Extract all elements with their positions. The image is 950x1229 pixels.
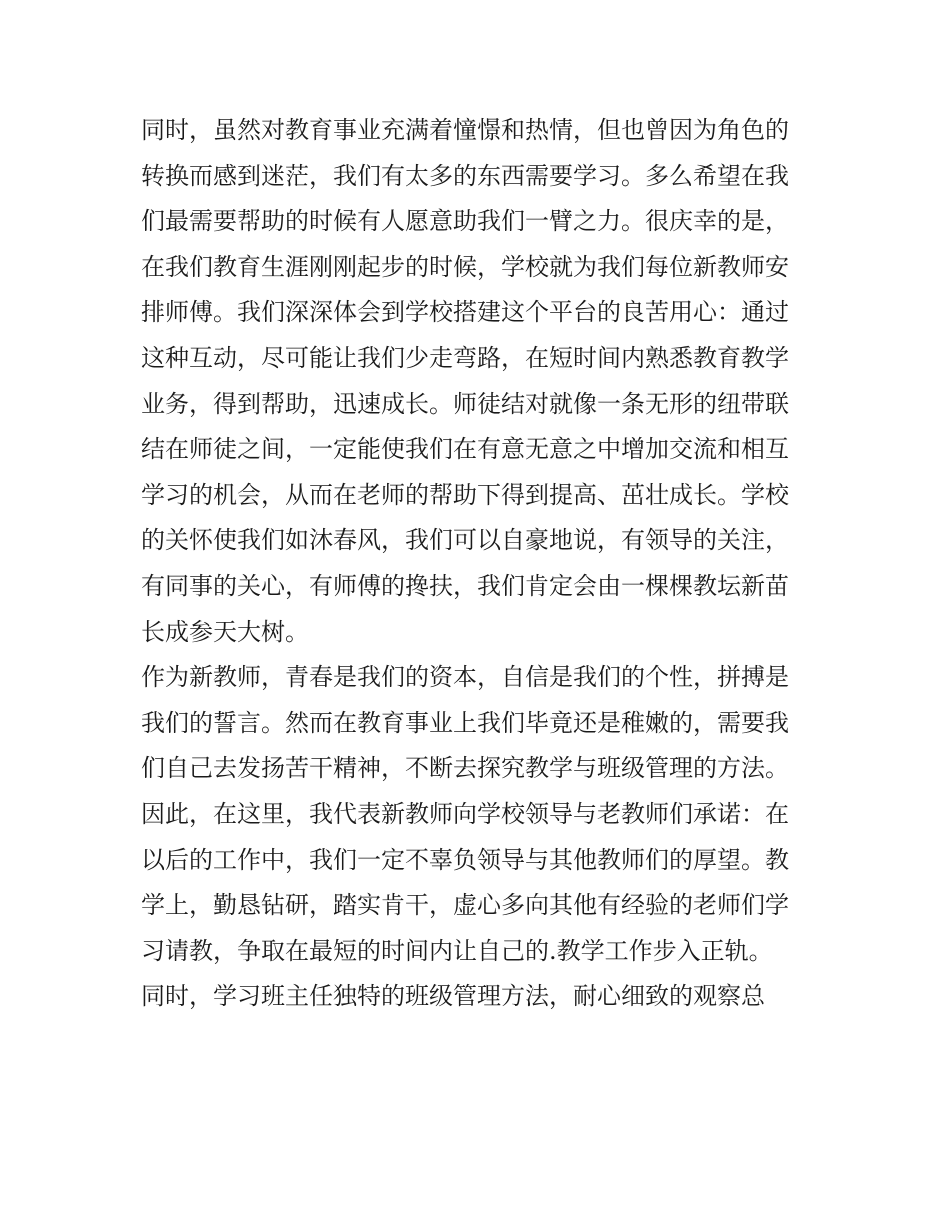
- text-line: 习请教，争取在最短的时间内让自己的.教学工作步入正轨。: [141, 936, 773, 965]
- text-line: 在我们教育生涯刚刚起步的时候，学校就为我们每位新教师安: [141, 252, 789, 281]
- text-line: 因此，在这里，我代表新教师向学校领导与老教师们承诺：在: [141, 799, 789, 828]
- text-line: 作为新教师，青春是我们的资本，自信是我们的个性，拼搏是: [141, 663, 789, 692]
- text-line: 学习的机会，从而在老师的帮助下得到提高、茁壮成长。学校: [141, 480, 789, 509]
- text-line: 们自己去发扬苦干精神，不断去探究教学与班级管理的方法。: [141, 754, 789, 783]
- text-line: 这种互动，尽可能让我们少走弯路，在短时间内熟悉教育教学: [141, 343, 789, 372]
- text-line: 有同事的关心，有师傅的搀扶，我们肯定会由一棵棵教坛新苗: [141, 571, 789, 600]
- text-line: 以后的工作中，我们一定不辜负领导与其他教师们的厚望。教: [141, 845, 789, 874]
- text-line: 同时，虽然对教育事业充满着憧憬和热情，但也曾因为角色的: [141, 116, 789, 144]
- body-text: [141, 108, 813, 1020]
- text-line: 的关怀使我们如沐春风，我们可以自豪地说，有领导的关注，: [141, 526, 789, 555]
- text-line: 排师傅。我们深深体会到学校搭建这个平台的良苦用心：通过: [141, 298, 789, 327]
- text-line: 业务，得到帮助，迅速成长。师徒结对就像一条无形的纽带联: [141, 389, 789, 418]
- text-line: 同时，学习班主任独特的班级管理方法，耐心细致的观察总: [141, 982, 765, 1011]
- text-line: 长成参天大树。: [141, 617, 309, 646]
- text-line: 我们的誓言。然而在教育事业上我们毕竟还是稚嫩的，需要我: [141, 708, 789, 737]
- text-line: 转换而感到迷茫，我们有太多的东西需要学习。多么希望在我: [141, 161, 789, 190]
- text-line: 们最需要帮助的时候有人愿意助我们一臂之力。很庆幸的是，: [141, 207, 789, 236]
- text-line: 学上，勤恳钻研，踏实肯干，虚心多向其他有经验的老师们学: [141, 891, 789, 920]
- text-line: 结在师徒之间，一定能使我们在有意无意之中增加交流和相互: [141, 435, 789, 464]
